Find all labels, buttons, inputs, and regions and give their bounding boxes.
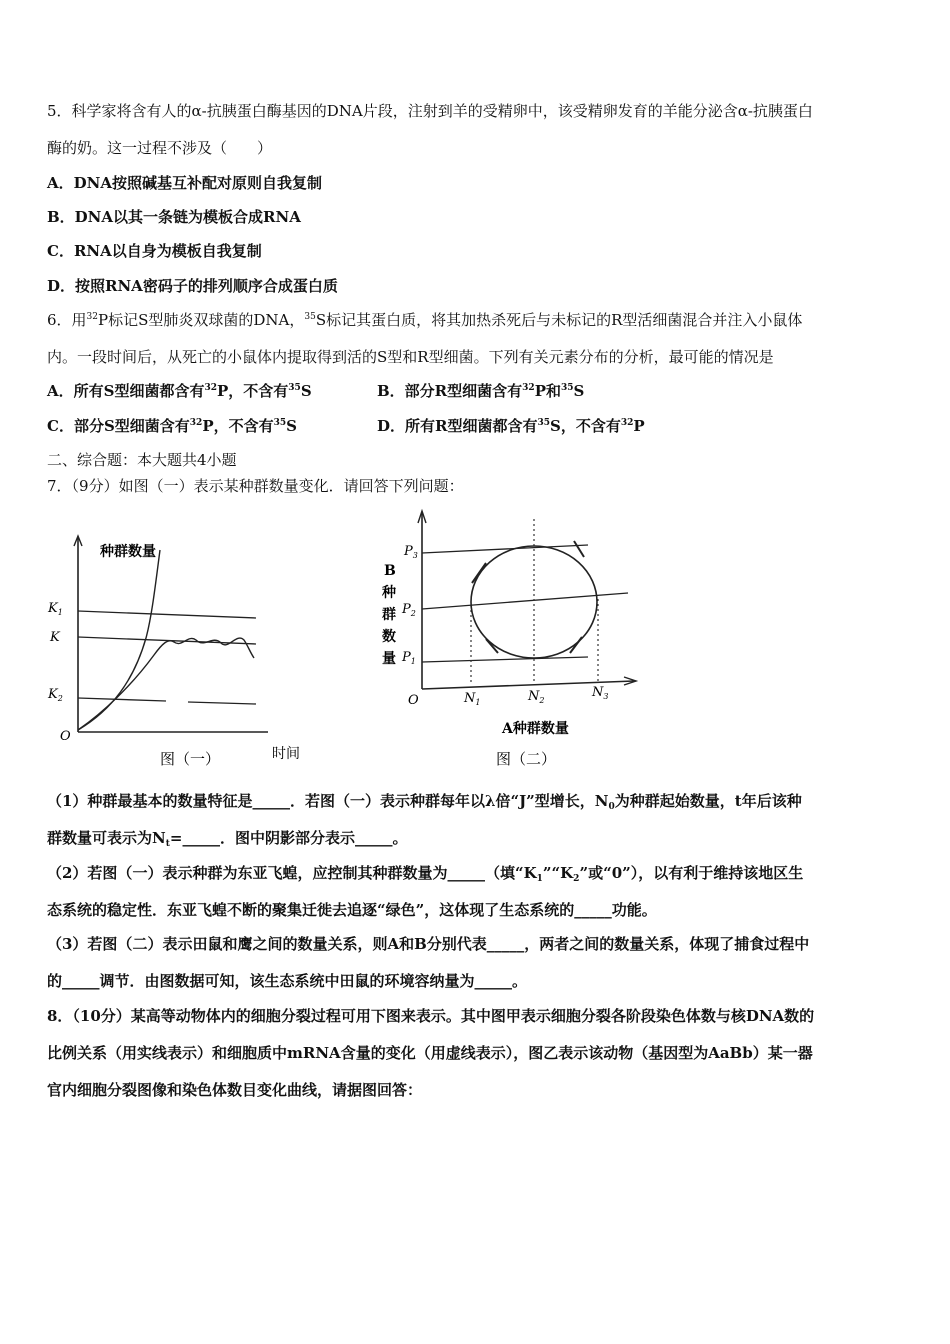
q7-sub: 1: [536, 874, 543, 884]
fig1-k1-sub: 1: [57, 608, 63, 617]
q7-part3-line-2: 的_____调节．由图数据可知，该生态系统中田鼠的环境容纳量为_____。: [47, 972, 528, 990]
q6-stem-line-2: 内。一段时间后，从死亡的小鼠体内提取得到活的S型和R型细菌。下列有关元素分布的分析，最可能的情况是: [47, 348, 774, 366]
fig1-k2-line-b: [188, 702, 256, 704]
q6-option-b: [377, 381, 584, 401]
q6-option-text: A．所有S型细菌都含有: [47, 382, 205, 400]
q6-option-a: [47, 381, 312, 401]
fig1-k1-line: [78, 611, 256, 618]
q7-part1-line-1: [47, 791, 907, 811]
q6-option-d: [377, 416, 645, 436]
q6-option-text: D．所有R型细菌都含有: [377, 417, 538, 435]
q6-sup: 35: [304, 312, 316, 322]
fig2-n2-letter: N: [528, 689, 540, 704]
q6-option-text: S，不含有: [550, 417, 621, 435]
fig2-p1-letter: P: [402, 650, 411, 665]
q6-sup: 32: [189, 418, 203, 428]
fig2-y-label-char: 数: [382, 629, 396, 645]
fig2-n3-label: [591, 685, 608, 701]
q6-sup: 32: [620, 418, 634, 428]
fig1-y-label: 种群数量: [100, 544, 156, 560]
q6-option-text: S: [286, 417, 297, 435]
q6-stem-text: 6．用: [47, 311, 87, 329]
fig1-k1-label: [47, 601, 63, 617]
fig2-p2-sub: 2: [410, 609, 416, 618]
fig2-p2-letter: P: [402, 602, 411, 617]
fig2-y-label-char: 群: [382, 607, 396, 623]
fig2-p1-label: [401, 650, 416, 666]
q7-text: ”“K: [542, 864, 574, 882]
q7-sub: 2: [573, 874, 580, 884]
q5-option-c: C．RNA以自身为模板自我复制: [47, 242, 262, 260]
q8-stem-line-1: 8．（10分）某高等动物体内的细胞分裂过程可用下图来表示。其中图甲表示细胞分裂各阶段染色体数与核DNA数的: [47, 1007, 815, 1025]
fig2-n1-label: [463, 691, 480, 707]
q8-stem-line-3: 官内细胞分裂图像和染色体数目变化曲线，请据图回答：: [47, 1081, 423, 1099]
q6-option-text: P，不含有: [202, 417, 274, 435]
fig2-p1-sub: 1: [410, 657, 416, 666]
fig2-arrow-up-left: [472, 563, 486, 583]
fig2-n2-label: [527, 689, 544, 705]
fig1-k-label: K: [50, 630, 60, 645]
q6-option-text: P和: [534, 382, 561, 400]
fig2-p3-letter: P: [404, 544, 413, 559]
q6-option-text: S: [300, 382, 312, 400]
fig1-k1-letter: K: [48, 601, 58, 616]
q7-part2-line-1: [47, 863, 907, 883]
fig1-s-curve: [78, 638, 254, 730]
q7-part3-line-1: （3）若图（二）表示田鼠和鹰之间的数量关系，则A和B分别代表_____，两者之间的数量关系，体现了捕食过程中: [47, 935, 810, 953]
fig2-y-label-b: B: [384, 563, 396, 579]
q6-sup: 35: [288, 383, 301, 393]
fig1-k2-line: [78, 698, 166, 701]
q7-text: （1）种群最基本的数量特征是_____．若图（一）表示种群每年以λ倍“J”型增长，N: [47, 792, 609, 810]
q6-sup: 35: [537, 418, 551, 428]
q7-sub: 0: [608, 802, 615, 812]
fig1-k2-label: [47, 687, 63, 703]
q5-stem-line-1: 5．科学家将含有人的α-抗胰蛋白酶基因的DNA片段，注射到羊的受精卵中，该受精卵发育的羊能分泌含α-抗胰蛋白: [47, 102, 813, 120]
q7-sub: t: [165, 839, 170, 849]
fig2-n3-sub: 3: [603, 692, 609, 701]
q5-option-b: B．DNA以其一条链为模板合成RNA: [47, 208, 301, 226]
section-title: 二、综合题：本大题共4小题: [47, 451, 237, 469]
q6-option-text: B．部分R型细菌含有: [377, 382, 523, 400]
q8-stem-line-2: 比例关系（用实线表示）和细胞质中mRNA含量的变化（用虚线表示），图乙表示该动物（基因型为AaBb）某一器: [47, 1044, 813, 1062]
q7-part1-line-2: [47, 828, 907, 848]
fig1-caption: 图（一）: [160, 750, 221, 768]
q7-text: =_____．图中阴影部分表示_____。: [169, 829, 408, 847]
q7-text: 为种群起始数量，t年后该种: [614, 792, 802, 810]
fig1-k2-letter: K: [48, 687, 58, 702]
q6-stem-line-1: [47, 310, 907, 330]
q6-option-c: [47, 416, 297, 436]
figure-1-population-graph: [42, 520, 322, 772]
q7-part2-line-2: 态系统的稳定性．东亚飞蝗不断的聚集迁徙去追逐“绿色”，这体现了生态系统的_____功能。: [47, 901, 657, 919]
fig2-n1-sub: 1: [475, 698, 481, 707]
q5-option-d: D．按照RNA密码子的排列顺序合成蛋白质: [47, 277, 338, 295]
q6-option-text: C．部分S型细菌含有: [47, 417, 190, 435]
q7-text: （2）若图（一）表示种群为东亚飞蝗，应控制其种群数量为_____（填“K: [47, 864, 537, 882]
q5-stem-line-2: 酶的奶。这一过程不涉及（ ）: [47, 139, 273, 157]
q6-stem-text: S标记其蛋白质，将其加热杀死后与未标记的R型活细菌混合并注入小鼠体: [315, 311, 803, 329]
fig2-n3-letter: N: [592, 685, 604, 700]
fig2-p1-line: [422, 657, 588, 662]
q7-text: ”或“0”），以有利于维持该地区生: [579, 864, 804, 882]
q6-sup: 32: [86, 312, 98, 322]
fig2-y-label-char: 量: [382, 651, 396, 667]
fig2-caption: 图（二）: [496, 750, 557, 768]
figure-2-predator-prey-graph: [378, 505, 648, 773]
q6-option-text: P: [633, 417, 645, 435]
fig2-p3-label: [403, 544, 418, 560]
fig2-arrow-bottom-right: [570, 637, 582, 653]
fig1-origin-label: O: [60, 729, 71, 744]
q6-sup: 35: [560, 383, 574, 393]
q6-option-text: P，不含有: [217, 382, 289, 400]
fig1-x-label: 时间: [272, 746, 300, 762]
fig2-n1-letter: N: [464, 691, 476, 706]
fig2-y-label-char: 种: [382, 585, 396, 601]
fig2-p2-label: [401, 602, 416, 618]
fig2-x-label: A种群数量: [502, 721, 569, 737]
fig2-p3-sub: 3: [412, 551, 418, 560]
fig2-n2-sub: 2: [539, 696, 545, 705]
q7-stem: 7．（9分）如图（一）表示某种群数量变化．请回答下列问题：: [47, 477, 464, 495]
q6-sup: 32: [522, 383, 535, 393]
q6-sup: 35: [273, 418, 287, 428]
q5-option-a: A．DNA按照碱基互补配对原则自我复制: [47, 174, 322, 192]
q6-option-text: S: [573, 382, 585, 400]
fig1-k2-sub: 2: [57, 694, 63, 703]
fig2-arrow-top-right: [574, 541, 584, 557]
fig2-origin-label: O: [408, 693, 419, 708]
q7-text: 群数量可表示为N: [47, 829, 166, 847]
q6-stem-text: P标记S型肺炎双球菌的DNA，: [98, 311, 305, 329]
q6-sup: 32: [204, 383, 218, 393]
